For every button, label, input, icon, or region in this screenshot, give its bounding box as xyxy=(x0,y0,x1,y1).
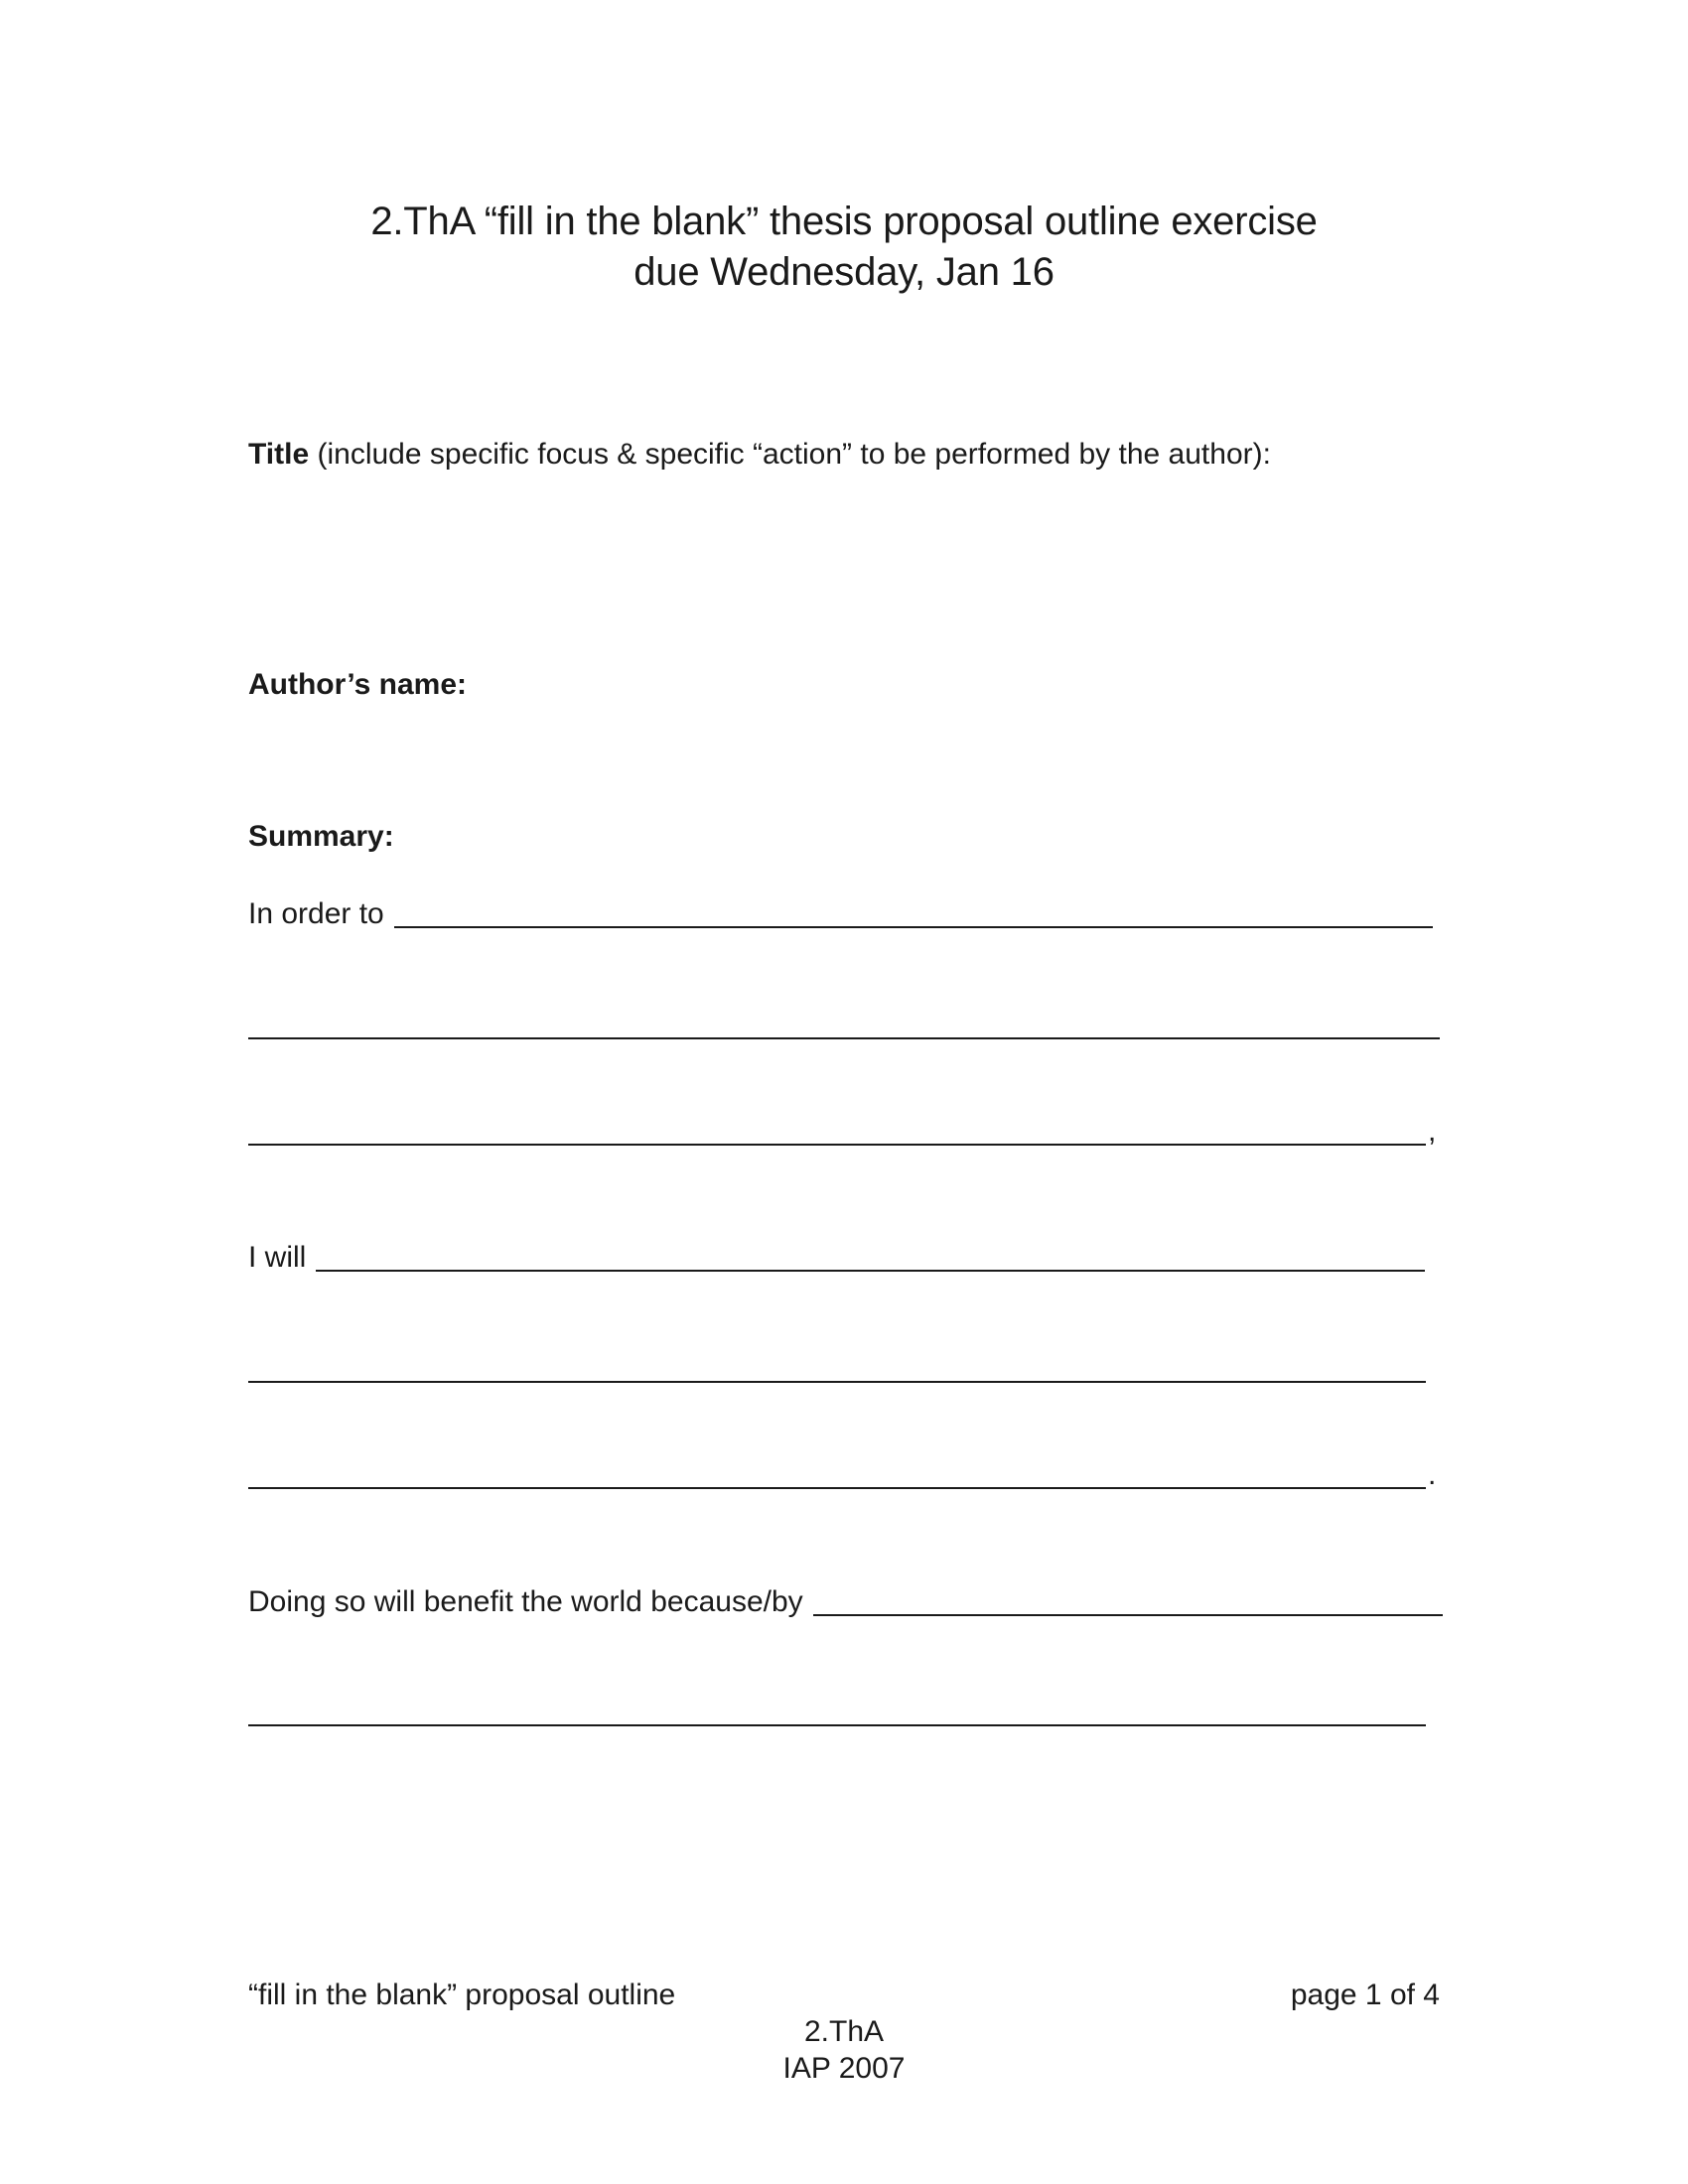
summary-label: Summary: xyxy=(248,820,394,853)
title-instruction: (include specific focus & specific “action” to be performed by the author): xyxy=(317,438,1271,471)
in-order-to-blank-3[interactable] xyxy=(248,1114,1426,1146)
period-mark: . xyxy=(1428,1458,1437,1491)
i-will-row-3 xyxy=(248,1457,1436,1493)
footer-term: IAP 2007 xyxy=(782,2052,906,2085)
title-label: Title xyxy=(248,438,310,471)
footer-doc-name: “fill in the blank” proposal outline xyxy=(248,1979,676,2011)
document-header xyxy=(0,197,1688,298)
comma-mark: , xyxy=(1428,1115,1437,1148)
i-will-blank-1[interactable] xyxy=(316,1240,1425,1272)
author-label: Author’s name: xyxy=(248,668,468,701)
footer-course: 2.ThA xyxy=(803,2015,885,2048)
i-will-row xyxy=(248,1240,1425,1276)
in-order-to-blank-2[interactable] xyxy=(248,1008,1440,1039)
benefit-row-2 xyxy=(248,1695,1426,1730)
in-order-to-row-2 xyxy=(248,1008,1440,1043)
summary-section xyxy=(248,819,394,855)
benefit-blank-1[interactable] xyxy=(813,1584,1443,1616)
i-will-row-2 xyxy=(248,1351,1426,1387)
in-order-to-label: In order to xyxy=(248,897,384,930)
i-will-blank-3[interactable] xyxy=(248,1457,1426,1489)
footer-page-number: page 1 of 4 xyxy=(1290,1979,1440,2011)
author-section xyxy=(248,667,467,703)
footer-course-info xyxy=(0,2013,1688,2087)
i-will-blank-2[interactable] xyxy=(248,1351,1426,1383)
due-date: due Wednesday, Jan 16 xyxy=(633,250,1055,294)
benefit-row xyxy=(248,1584,1443,1620)
in-order-to-row xyxy=(248,896,1433,932)
in-order-to-blank-1[interactable] xyxy=(394,896,1433,928)
i-will-label: I will xyxy=(248,1241,307,1274)
document-title: 2.ThA “fill in the blank” thesis proposal outline exercise xyxy=(370,200,1318,243)
in-order-to-row-3 xyxy=(248,1114,1436,1150)
benefit-blank-2[interactable] xyxy=(248,1695,1426,1726)
title-section xyxy=(248,437,1271,473)
benefit-label: Doing so will benefit the world because/by xyxy=(248,1585,803,1618)
